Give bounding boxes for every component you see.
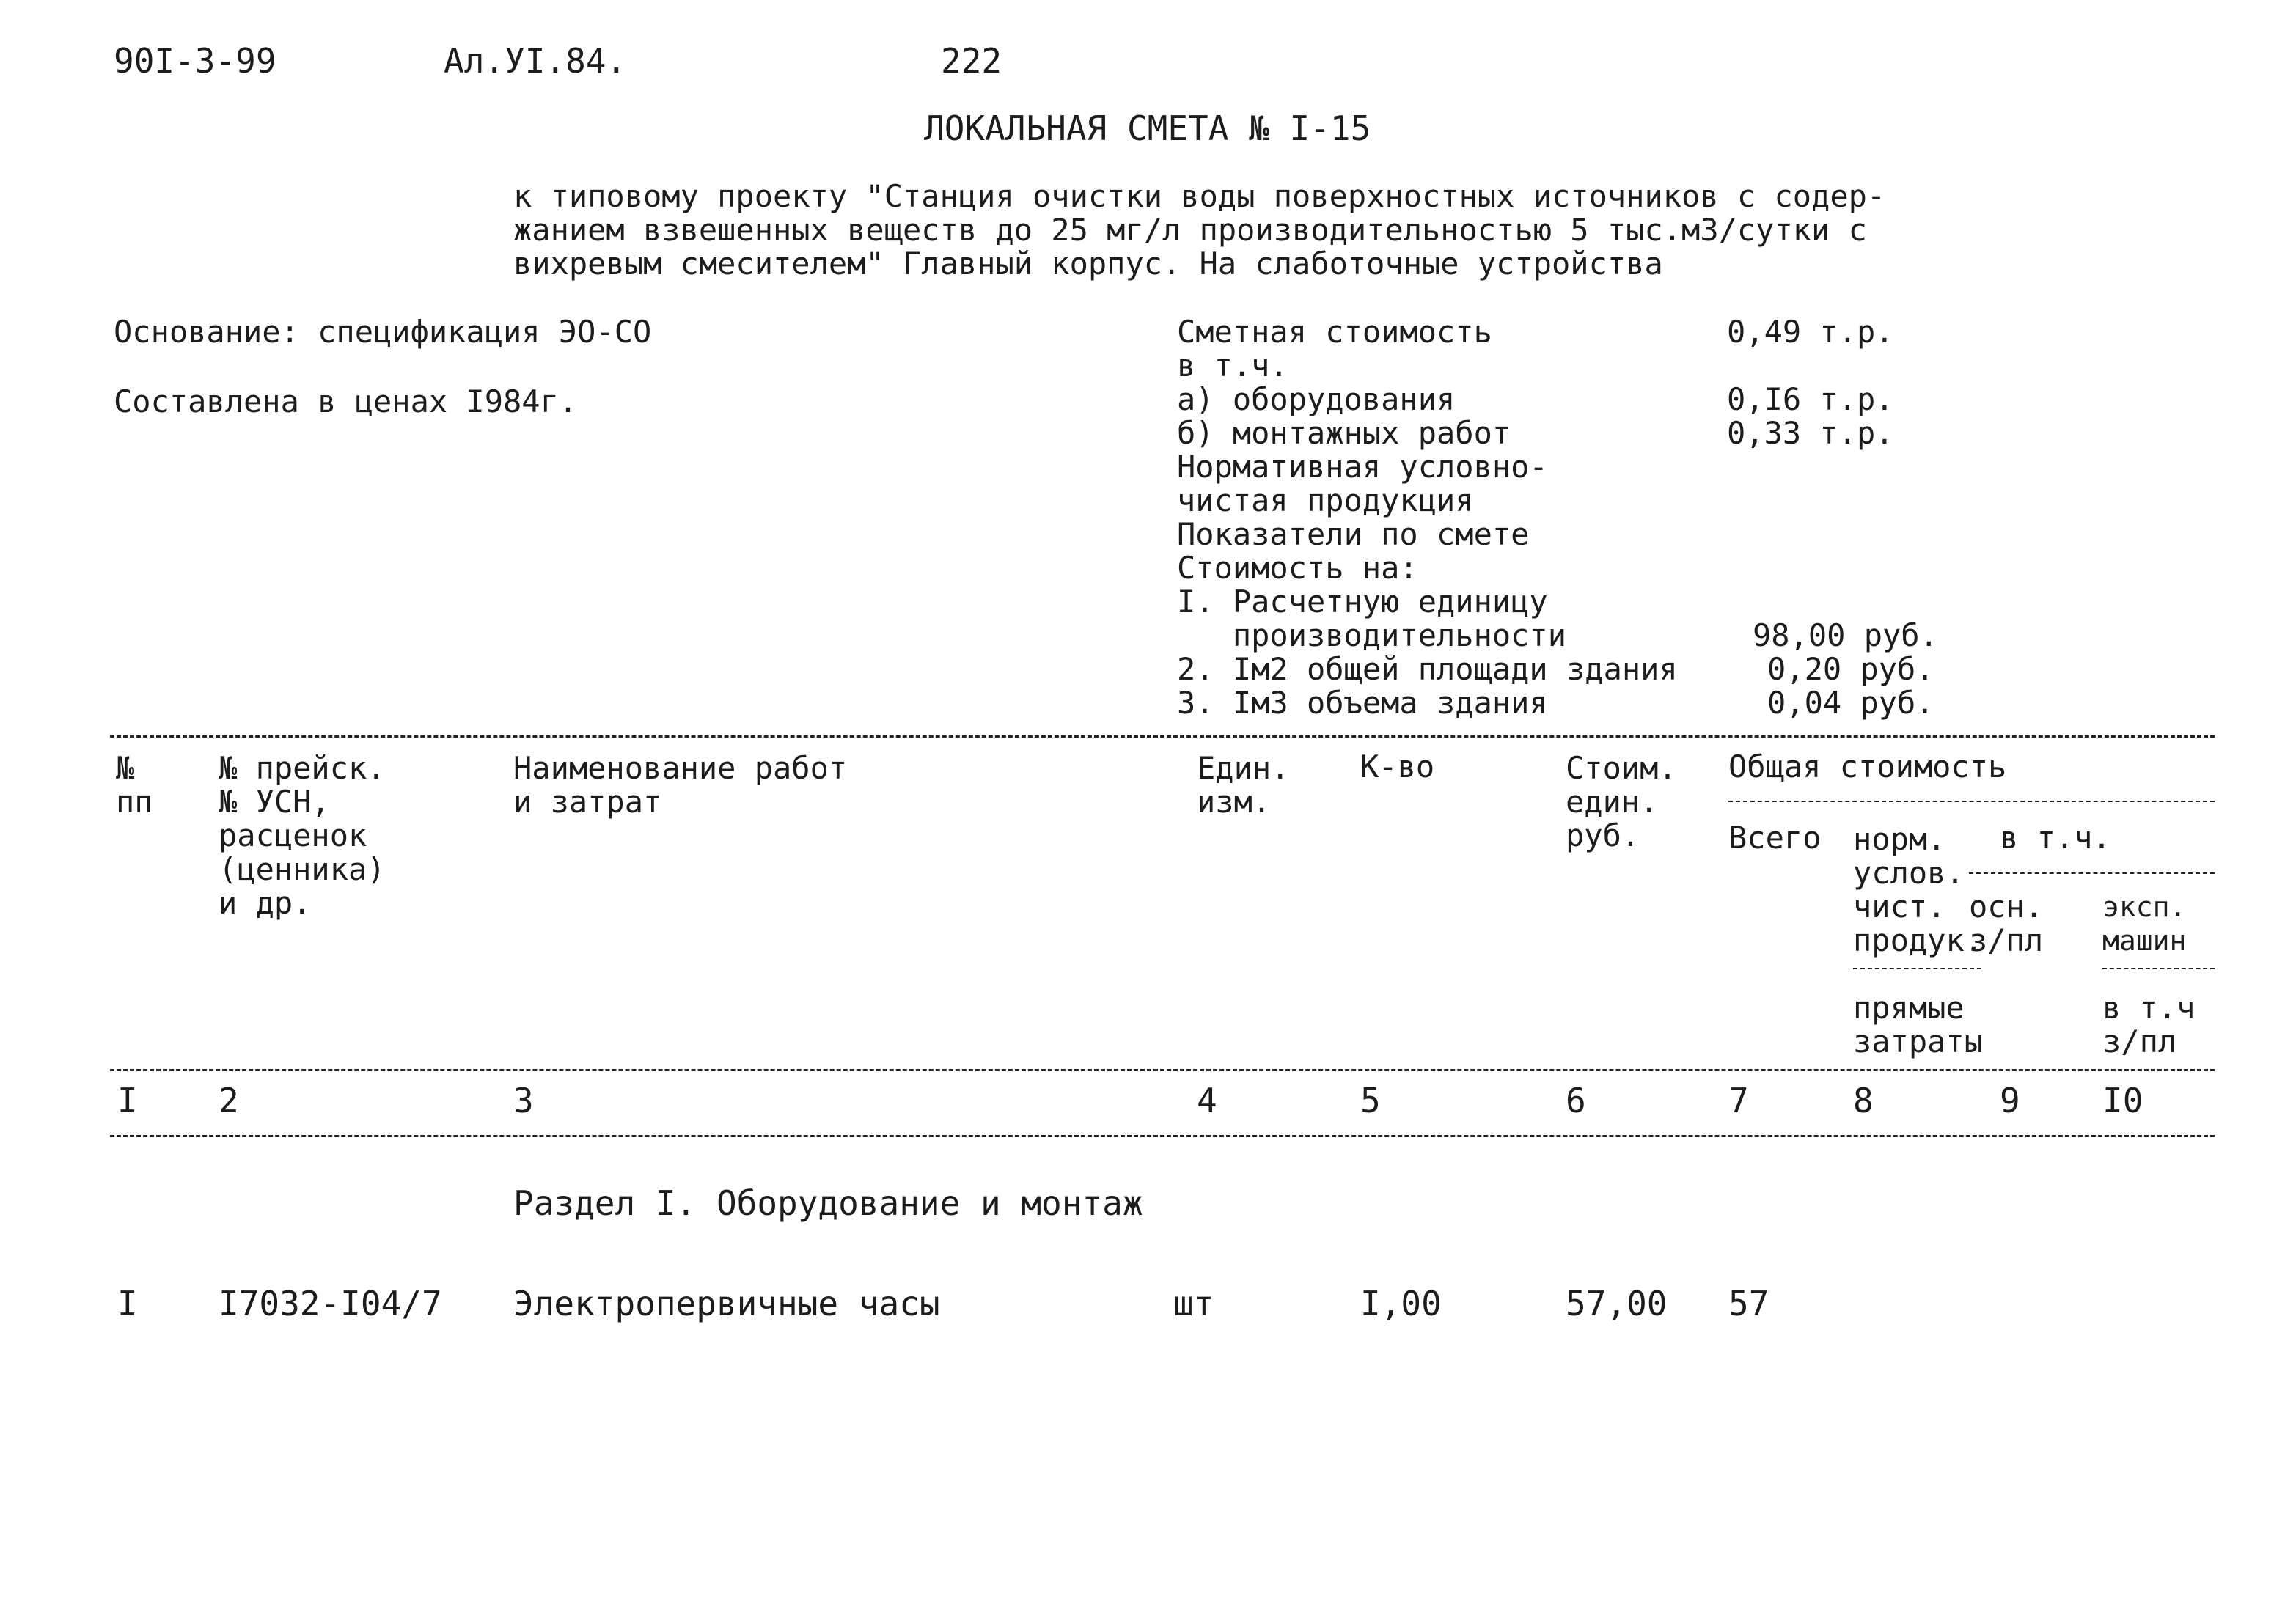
header-text: Наименование работ — [513, 750, 848, 786]
row-number: I — [117, 1284, 138, 1323]
summary-value: 0,33 т.р. — [1727, 415, 1894, 451]
header-text: з/пл — [1969, 922, 2044, 958]
document-title: ЛОКАЛЬНАЯ СМЕТА № I-15 — [924, 109, 1371, 148]
summary-label: Стоимость на: — [1177, 550, 1418, 586]
row-name: Электропервичные часы — [513, 1284, 940, 1323]
header-text: № УСН, — [219, 784, 330, 820]
header-text: Един. — [1197, 750, 1290, 786]
header-text: Стоим. — [1566, 750, 1677, 786]
table-top-rule — [110, 735, 2215, 738]
summary-value: 0,04 руб. — [1767, 685, 1934, 721]
header-col6 — [1566, 752, 1677, 853]
header-text: затраты — [1853, 1024, 1984, 1059]
header-text: № — [116, 750, 135, 786]
header-col4 — [1197, 752, 1289, 819]
header-text: пп — [116, 784, 153, 820]
header-text: (ценника) — [219, 851, 386, 887]
header-text: един. — [1566, 784, 1659, 820]
album-number: Ал.УI.84. — [444, 41, 627, 81]
subtitle-line: к типовому проекту "Станция очистки воды поверхностных источников с содер- — [513, 178, 1886, 214]
header-text: норм. — [1853, 821, 1946, 857]
summary-value: 0,I6 т.р. — [1727, 381, 1894, 417]
summary-label: в т.ч. — [1177, 348, 1288, 383]
row-code: I7032-I04/7 — [219, 1284, 442, 1323]
header-col10b — [2102, 991, 2195, 1059]
row-quantity: I,00 — [1360, 1284, 1442, 1323]
basis: Основание: спецификация ЭО-СО — [114, 314, 652, 350]
header-text: и затрат — [513, 784, 662, 820]
column-number: 5 — [1360, 1081, 1381, 1120]
header-col7: Всего — [1728, 820, 1822, 856]
row-unit-price: 57,00 — [1566, 1284, 1668, 1323]
summary-label: производительности — [1177, 617, 1567, 653]
column-number: I0 — [2102, 1081, 2143, 1120]
column-numbers-rule — [110, 1135, 2215, 1137]
header-col9 — [1969, 890, 2043, 958]
summary-label: I. Расчетную единицу — [1177, 584, 1548, 620]
summary-label: Нормативная условно- — [1177, 449, 1548, 485]
summary-label: б) монтажных работ — [1177, 415, 1511, 451]
subtitle-line: вихревым смесителем" Главный корпус. На слаботочные устройства — [513, 246, 1663, 282]
column-number: 8 — [1853, 1081, 1874, 1120]
subtitle-line: жанием взвешенных веществ до 25 мг/л производительностью 5 тыс.м3/сутки с — [513, 212, 1867, 248]
header-text: расценок — [219, 817, 367, 853]
header-col8 — [1853, 823, 1983, 958]
column-number: I — [117, 1081, 138, 1120]
header-col5: К-во — [1360, 749, 1435, 785]
column-number: 9 — [2000, 1081, 2020, 1120]
summary-value: 0,20 руб. — [1767, 651, 1934, 687]
summary-label: Показатели по смете — [1177, 516, 1530, 552]
header-text: продук. — [1853, 922, 1984, 958]
header-text: руб. — [1566, 817, 1640, 853]
header-direct-costs — [1853, 991, 1983, 1059]
summary-value: 98,00 руб. — [1753, 617, 1938, 653]
header-text: № прейск. — [219, 750, 386, 786]
page-number: 222 — [941, 41, 1002, 81]
header-text: осн. — [1969, 889, 2044, 925]
document-code: 90I-3-99 — [114, 41, 276, 81]
header-text: и др. — [219, 885, 312, 921]
column-number: 2 — [219, 1081, 239, 1120]
header-col3 — [513, 752, 847, 819]
summary-label: чистая продукция — [1177, 482, 1474, 518]
row-total: 57 — [1728, 1284, 1769, 1323]
header-rule — [1853, 968, 1981, 969]
header-text: чист. — [1853, 889, 1946, 925]
header-text: машин — [2102, 925, 2187, 957]
prices-year: Составлена в ценах I984г. — [114, 383, 578, 419]
summary-label: а) оборудования — [1177, 381, 1456, 417]
header-text: эксп. — [2102, 891, 2187, 923]
summary-label: 2. Iм2 общей площади здания — [1177, 651, 1678, 687]
header-col1 — [116, 752, 153, 819]
header-text: изм. — [1197, 784, 1272, 820]
header-text: в т.ч — [2102, 990, 2196, 1026]
header-text: прямые — [1853, 990, 1965, 1026]
column-number: 4 — [1197, 1081, 1217, 1120]
header-in-tch: в т.ч. — [2000, 820, 2111, 856]
row-unit: шт — [1173, 1284, 1214, 1323]
header-col2 — [219, 752, 386, 920]
header-rule — [2102, 968, 2215, 969]
header-text: услов. — [1853, 855, 1965, 891]
header-bottom-rule — [110, 1069, 2215, 1071]
header-text: з/пл — [2102, 1024, 2177, 1059]
column-number: 7 — [1728, 1081, 1749, 1120]
header-rule — [1969, 872, 2215, 874]
summary-label: 3. Iм3 объема здания — [1177, 685, 1548, 721]
column-number: 6 — [1566, 1081, 1586, 1120]
section-title: Раздел I. Оборудование и монтаж — [513, 1183, 1143, 1223]
summary-label: Сметная стоимость — [1177, 314, 1492, 350]
summary-value: 0,49 т.р. — [1727, 314, 1894, 350]
header-col10 — [2102, 890, 2186, 958]
column-number: 3 — [513, 1081, 534, 1120]
header-total-group: Общая стоимость — [1728, 749, 2007, 785]
header-rule — [1728, 801, 2215, 802]
